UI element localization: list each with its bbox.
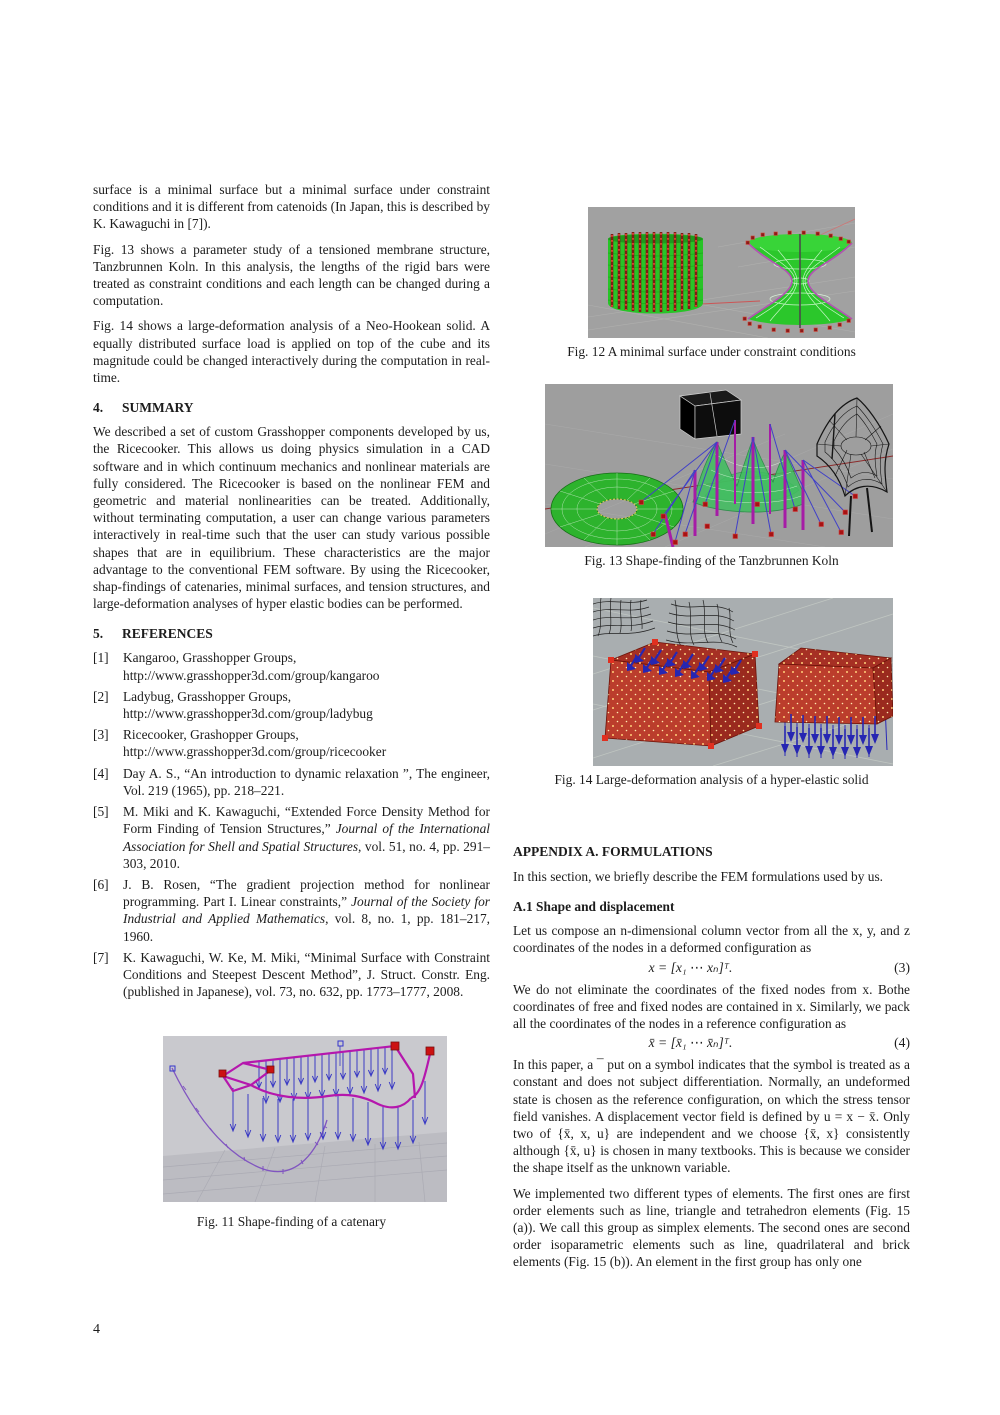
paragraph: Let us compose an n-dimensional column vector from all the x, y, and z coordinates of the nodes in a deformed configuration as	[513, 923, 910, 956]
cylinder	[608, 232, 703, 314]
right-column	[513, 207, 910, 1279]
left-cube	[602, 639, 762, 749]
reference-url: http://www.grasshopper3d.com/group/ricecooker	[123, 744, 387, 760]
reference-item: [5] M. Miki and K. Kawaguchi, “Extended Force Density Method for Form Finding of Tension Structures,” Journal of the International Association for Shell and Spatial Structures, vol. 51, no. 4, pp. 291–303, 2010.	[93, 804, 490, 871]
figure-11-caption: Fig. 11 Shape-finding of a catenary	[196, 1214, 387, 1230]
reference-item: [6] J. B. Rosen, “The gradient projection method for nonlinear programming. Part I. Linear constraints,” Journal of the Society for Industrial and Applied Mathematics, vol. 8, no. 1, pp. 181–217, 1960.	[93, 876, 491, 944]
section-heading-summary: 4. SUMMARY	[93, 400, 194, 416]
reference-item: [3] Ricecooker, Grashopper Groups, http://www.grasshopper3d.com/group/ricecooker	[93, 727, 387, 760]
figure-12-caption: Fig. 12 A minimal surface under constraint conditions	[567, 344, 856, 359]
equation-3-body: x = [x₁ ⋯ xₙ]ᵀ.	[648, 959, 733, 975]
page-number: 4	[93, 1322, 100, 1337]
reference-url: http://www.grasshopper3d.com/group/kangaroo	[123, 667, 380, 683]
paragraph: surface is a minimal surface but a minimal surface under constraint conditions and it is different from catenoids (In Japan, this is described by K. Kawaguchi in [7]).	[93, 182, 490, 232]
equation-4	[513, 1035, 910, 1051]
reference-item: [1] Kangaroo, Grasshopper Groups, http://www.grasshopper3d.com/group/kangaroo	[93, 650, 380, 683]
paragraph: In this paper, a ¯ put on a symbol indicates that the symbol is treated as a constant and does not subject differentiation. Normally, an undeformed state is chosen as the reference configuration, on which the stress tensor field vanishes. A displacement vector field is defined by u = x − x̄. Only two of {x̄, x, u} are independent and we choose {x̄, x} consistently although {x̄, u} is chosen in many textbooks. This is because we consider the shape itself as the unknown variable.	[513, 1057, 910, 1176]
figure-13-caption: Fig. 13 Shape-finding of the Tanzbrunnen Koln	[584, 553, 839, 568]
equation-4-number: (4)	[894, 1035, 910, 1051]
equation-4-body: x̄ = [x̄₁ ⋯ x̄ₙ]ᵀ.	[648, 1035, 733, 1051]
figure-13-image	[545, 384, 910, 547]
paragraph: Fig. 13 shows a parameter study of a tensioned membrane structure, Tanzbrunnen Koln. In this analysis, the lengths of the rigid bars were treated as constraint conditions and each length can be changed during a computation.	[93, 241, 490, 309]
equation-3	[513, 960, 910, 976]
figure-14-caption: Fig. 14 Large-deformation analysis of a hyper-elastic solid	[554, 772, 869, 787]
paragraph: We do not eliminate the coordinates of the fixed nodes from x. Bothe coordinates of free and fixed nodes are contained in x. Similarly, we pack all the coordinates of the nodes in a reference configuration as	[513, 981, 910, 1032]
section-heading-references: 5. REFERENCES	[93, 626, 213, 642]
reference-item: [4] Day A. S., “An introduction to dynamic relaxation ”, The engineer, Vol. 219 (1965), pp. 218–221.	[93, 765, 490, 798]
equation-3-number: (3)	[894, 959, 910, 975]
appendix-heading: APPENDIX A. FORMULATIONS	[513, 844, 713, 859]
figure-14-image	[593, 598, 910, 766]
reference-item: [2] Ladybug, Grasshopper Groups, http://www.grasshopper3d.com/group/ladybug	[93, 688, 373, 722]
appendix-intro: In this section, we briefly describe the FEM formulations used by us.	[513, 869, 884, 884]
figure-11-image	[163, 1036, 490, 1202]
paragraph: We implemented two different types of elements. The first ones are first order elements such as line, triangle and tetrahedron elements (Fig. 15 (a)). We call this group as simplex elements. The second ones are second order isoparametric elements such as line, quadrilateral and brick elements (Fig. 15 (b)). An element in the first group has only one	[513, 1185, 910, 1270]
reference-item: [7] K. Kawaguchi, W. Ke, M. Miki, “Minimal Surface with Constraint Conditions and Steepest Descent Method”, J. Struct. Constr. Eng. (published in Japanese), vol. 73, no. 632, pp. 1773–1777, 2008.	[93, 949, 490, 1000]
figure-12-image	[588, 207, 910, 338]
summary-body: We described a set of custom Grasshopper components developed by us, the Ricecooker. This allows us doing physics simulation in a CAD software and in which continuum mechanics and nonlinear materials are fully considered. The Ricecooker is based on the nonlinear FEM and geometric and material nonlinearities can be treated. Additionally, without terminating computation, a user can change various parameters interactively in real-time such that the user can study various possible shapes that are in equilibrium. These characteristics are the major advantage to the conventional FEM software. By using the Ricecooker, shap-findings of catenaries, minimal surfaces, and tension structures, and large-deformation analyses of hyper elastic bodies can be performed.	[93, 424, 490, 612]
left-column	[93, 181, 490, 1230]
black-box	[680, 390, 741, 439]
subsection-heading-a1: A.1 Shape and displacement	[513, 899, 675, 915]
paragraph: Fig. 14 shows a large-deformation analysis of a Neo-Hookean solid. A equally distributed surface load is applied on top of the cube and its magnitude could be changed interactively during the computation in real-time.	[93, 318, 490, 386]
reference-url: http://www.grasshopper3d.com/group/ladybug	[123, 706, 373, 722]
